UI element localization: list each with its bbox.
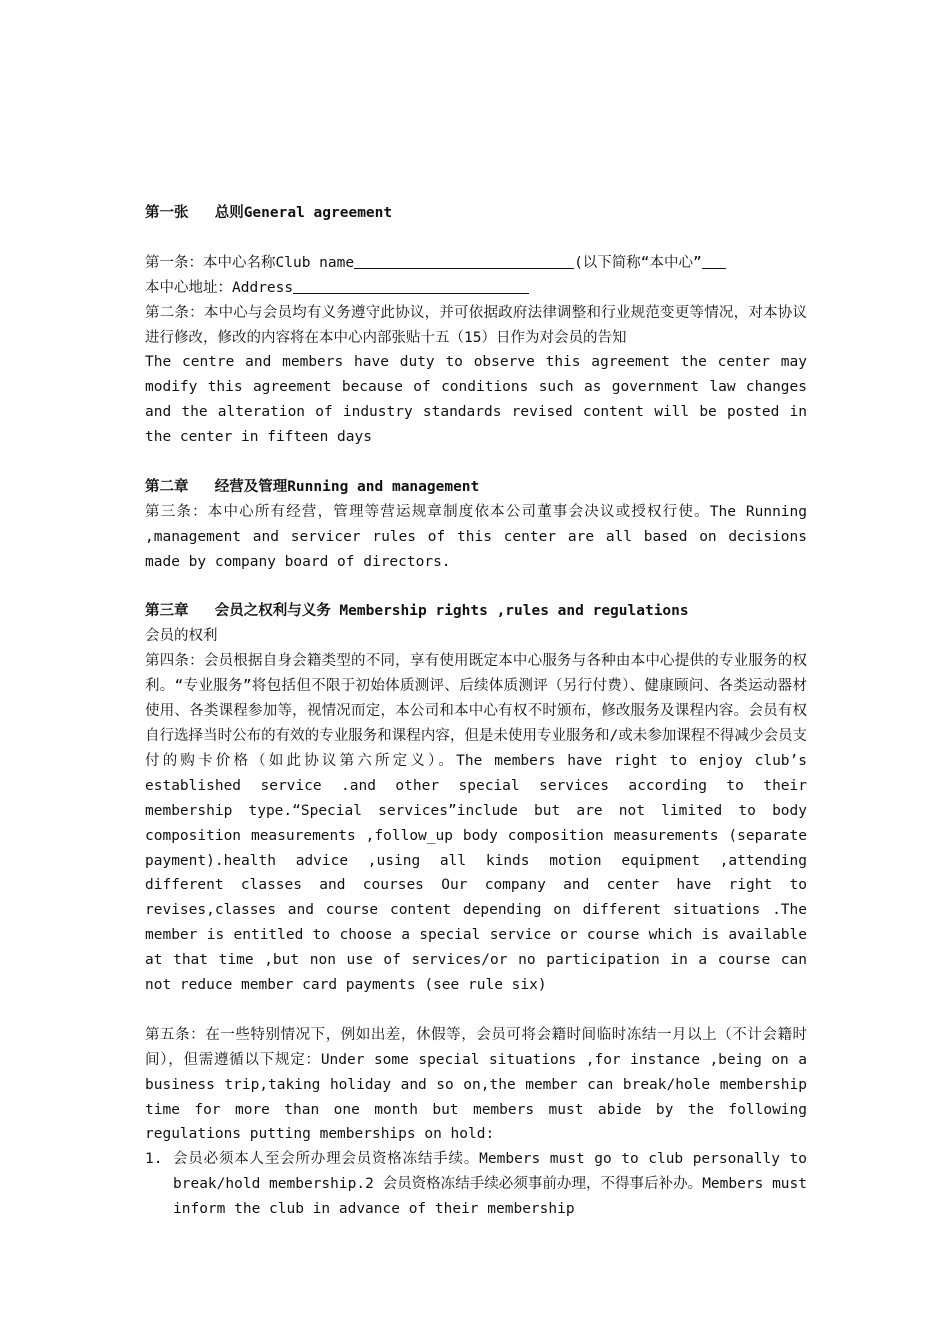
club-name-label: 第一条：本中心名称Club name xyxy=(145,254,355,271)
list-item-number: 1. xyxy=(145,1151,163,1168)
chapter-3-title: 会员之权利与义务 Membership rights ,rules and regulations xyxy=(214,603,689,620)
chapter-2-heading xyxy=(145,475,807,500)
address-label: 本中心地址：Address xyxy=(145,279,294,296)
chapter-3-heading xyxy=(145,599,807,624)
address-blank[interactable] xyxy=(293,276,529,294)
list-item-text: 会员必须本人至会所办理会员资格冻结手续。Members must go to club personally to break/hold membership.2 会员资格冻结手续必须事前办理，不得事后补办。Members must inform the club in advance of their membership xyxy=(173,1151,807,1218)
chapter-3-subheading: 会员的权利 xyxy=(145,628,218,645)
club-name-suffix-blank xyxy=(702,251,726,269)
article-2-cn: 第二条：本中心与会员均有义务遵守此协议，并可依据政府法律调整和行业规范变更等情况，对本协议进行修改，修改的内容将在本中心内部张贴十五（15）日作为对会员的告知 xyxy=(145,304,807,346)
chapter-3-number: 第三章 xyxy=(145,603,189,620)
article-5-text: 第五条：在一些特别情况下，例如出差，休假等，会员可将会籍时间临时冻结一月以上（不计会籍时间），但需遵循以下规定：Under some special situations ,for instance ,being on a business trip,taking holiday and so on,the member can break/hole membership time for more than one month but members must abide by the following regulations putting memberships on hold: xyxy=(145,1026,807,1143)
chapter-1-heading xyxy=(145,201,807,226)
chapter-1-number: 第一张 xyxy=(145,205,189,221)
document-page xyxy=(145,201,807,1222)
article-1-address xyxy=(145,276,807,301)
article-5-list-item xyxy=(145,1147,807,1222)
article-4-text: 第四条：会员根据自身会籍类型的不同，享有使用既定本中心服务与各种由本中心提供的专业服务的权利。“专业服务”将包括但不限于初始体质测评、后续体质测评（另行付费）、健康顾问、各类运动器材使用、各类课程参加等，视情况而定，本公司和本中心有权不时颁布，修改服务及课程内容。会员有权自行选择当时公布的有效的专业服务和课程内容，但是未使用专业服务和/或未参加课程不得减少会员支付的购卡价格（如此协议第六所定义）。The members have right to enjoy club’s established service .and other special services according to their membership type.“Special services”include but are not limited to body composition measurements ,follow_up body composition measurements (separate payment).health advice ,using all kinds motion equipment ,attending different classes and courses Our company and center have right to revises,classes and course content depending on different situations .The member is entitled to choose a special service or course which is available at that time ,but non use of services/or no participation in a course can not reduce member card payments (see rule six) xyxy=(145,653,807,994)
chapter-2-number: 第二章 xyxy=(145,478,189,495)
chapter-2-title: 经营及管理Running and management xyxy=(214,478,480,495)
club-name-blank[interactable] xyxy=(354,251,574,269)
chapter-1-title: 总则General agreement xyxy=(214,205,393,221)
article-3-text: 第三条：本中心所有经营，管理等营运规章制度依本公司董事会决议或授权行使。The Running ,management and servicer rules of this center are all based on decisions made by company board of directors. xyxy=(145,503,807,570)
article-2-en: The centre and members have duty to observe this agreement the center may modify this agreement because of conditions such as government law changes and the alteration of industry standards revised content will be posted in the center in fifteen days xyxy=(145,354,807,446)
article-1-club-name xyxy=(145,251,807,276)
club-name-suffix: (以下简称“本中心” xyxy=(574,254,702,271)
